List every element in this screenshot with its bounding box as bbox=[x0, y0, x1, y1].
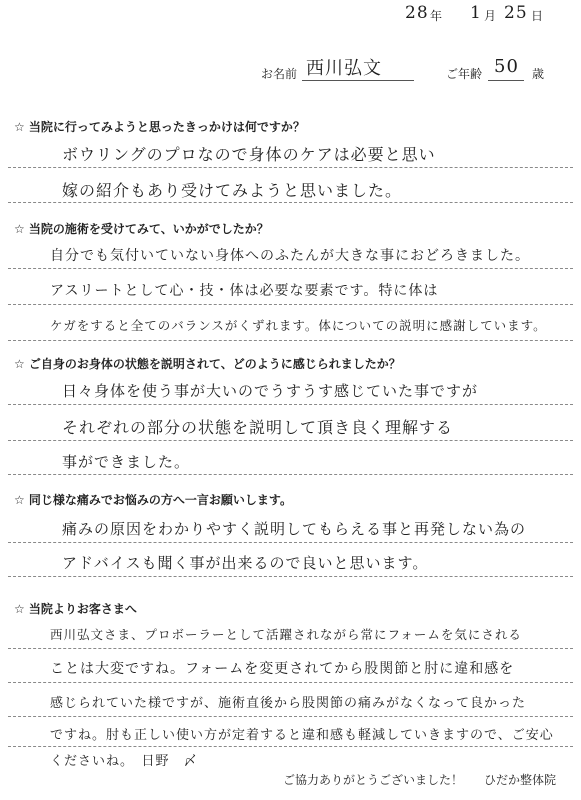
section-2-title: ☆ 当院の施術を受けてみて、いかがでしたか？ bbox=[14, 222, 269, 236]
footer-clinic: ひだか整体院 bbox=[484, 773, 557, 787]
section-3-line-2: それぞれの部分の状態を説明して頂き良く理解する bbox=[62, 418, 454, 437]
section-3-line-3: 事ができました。 bbox=[62, 453, 191, 471]
section-5-rule-1 bbox=[8, 648, 573, 649]
section-2-line-3: ケガをすると全てのバランスがくずれます。体についての説明に感謝しています。 bbox=[50, 318, 547, 333]
section-3-rule-2 bbox=[8, 440, 573, 441]
section-5-line-4: ですね。肘も正しい使い方が定着すると違和感も軽減していきますので、ご安心 bbox=[50, 728, 554, 743]
age-unit: 歳 bbox=[532, 67, 545, 81]
date-year: 28 bbox=[405, 3, 429, 23]
section-2-line-1: 自分でも気付いていない身体へのふたんが大きな事におどろきました。 bbox=[50, 248, 530, 264]
section-5-rule-4 bbox=[8, 746, 573, 747]
section-4-line-2: アドバイスも聞く事が出来るので良いと思います。 bbox=[62, 554, 429, 572]
date-year-label: 年 bbox=[430, 9, 443, 23]
age-value: 50 bbox=[494, 56, 519, 77]
age-underline bbox=[488, 80, 524, 81]
section-3-rule-3 bbox=[8, 474, 573, 475]
section-1-rule-1 bbox=[8, 167, 573, 168]
section-4-line-1: 痛みの原因をわかりやすく説明してもらえる事と再発しない為の bbox=[62, 520, 527, 538]
section-5-rule-2 bbox=[8, 682, 573, 683]
date-day-label: 日 bbox=[531, 9, 544, 23]
name-underline bbox=[302, 80, 414, 81]
footer-thanks: ご協力ありがとうございました！ bbox=[283, 773, 464, 787]
section-1-line-1: ボウリングのプロなので身体のケアは必要と思い bbox=[62, 145, 436, 164]
section-2-rule-1 bbox=[8, 268, 573, 269]
section-1-line-2: 嫁の紹介もあり受けてみようと思いました。 bbox=[62, 181, 403, 200]
name-label: お名前 bbox=[261, 67, 298, 81]
section-5-line-1: 西川弘文さま、プロボーラーとして活躍されながら常にフォームを気にされる bbox=[50, 627, 522, 642]
age-label: ご年齢 bbox=[446, 67, 483, 81]
section-5-line-3: 感じられていた様ですが、施術直後から股関節の痛みがなくなって良かった bbox=[50, 696, 527, 711]
section-5-title: ☆ 当院よりお客さまへ bbox=[14, 602, 137, 616]
name-value: 西川弘文 bbox=[306, 58, 382, 79]
section-1-rule-2 bbox=[8, 202, 573, 203]
section-3-line-1: 日々身体を使う事が大いのでうすうす感じていた事ですが bbox=[62, 382, 479, 400]
section-5-line-2: ことは大変ですね。フォームを変更されてから股関節と肘に違和感を bbox=[50, 661, 515, 677]
section-4-rule-1 bbox=[8, 542, 573, 543]
section-3-rule-1 bbox=[8, 404, 573, 405]
date-month: 1 bbox=[470, 3, 482, 23]
section-5-line-5: くださいね。 日野 〆 bbox=[50, 754, 198, 769]
section-2-line-2: アスリートとして心・技・体は必要な要素です。特に体は bbox=[50, 283, 439, 299]
section-5-rule-3 bbox=[8, 716, 573, 717]
section-2-rule-2 bbox=[8, 304, 573, 305]
section-4-rule-2 bbox=[8, 576, 573, 577]
section-1-title: ☆ 当院に行ってみようと思ったきっかけは何ですか？ bbox=[14, 120, 305, 134]
date-day: 25 bbox=[504, 3, 528, 23]
date-month-label: 月 bbox=[484, 9, 497, 23]
section-4-title: ☆ 同じ様な痛みでお悩みの方へ一言お願いします。 bbox=[14, 493, 292, 507]
section-2-rule-3 bbox=[8, 340, 573, 341]
section-3-title: ☆ ご自身のお身体の状態を説明されて、どのように感じられましたか？ bbox=[14, 357, 401, 371]
